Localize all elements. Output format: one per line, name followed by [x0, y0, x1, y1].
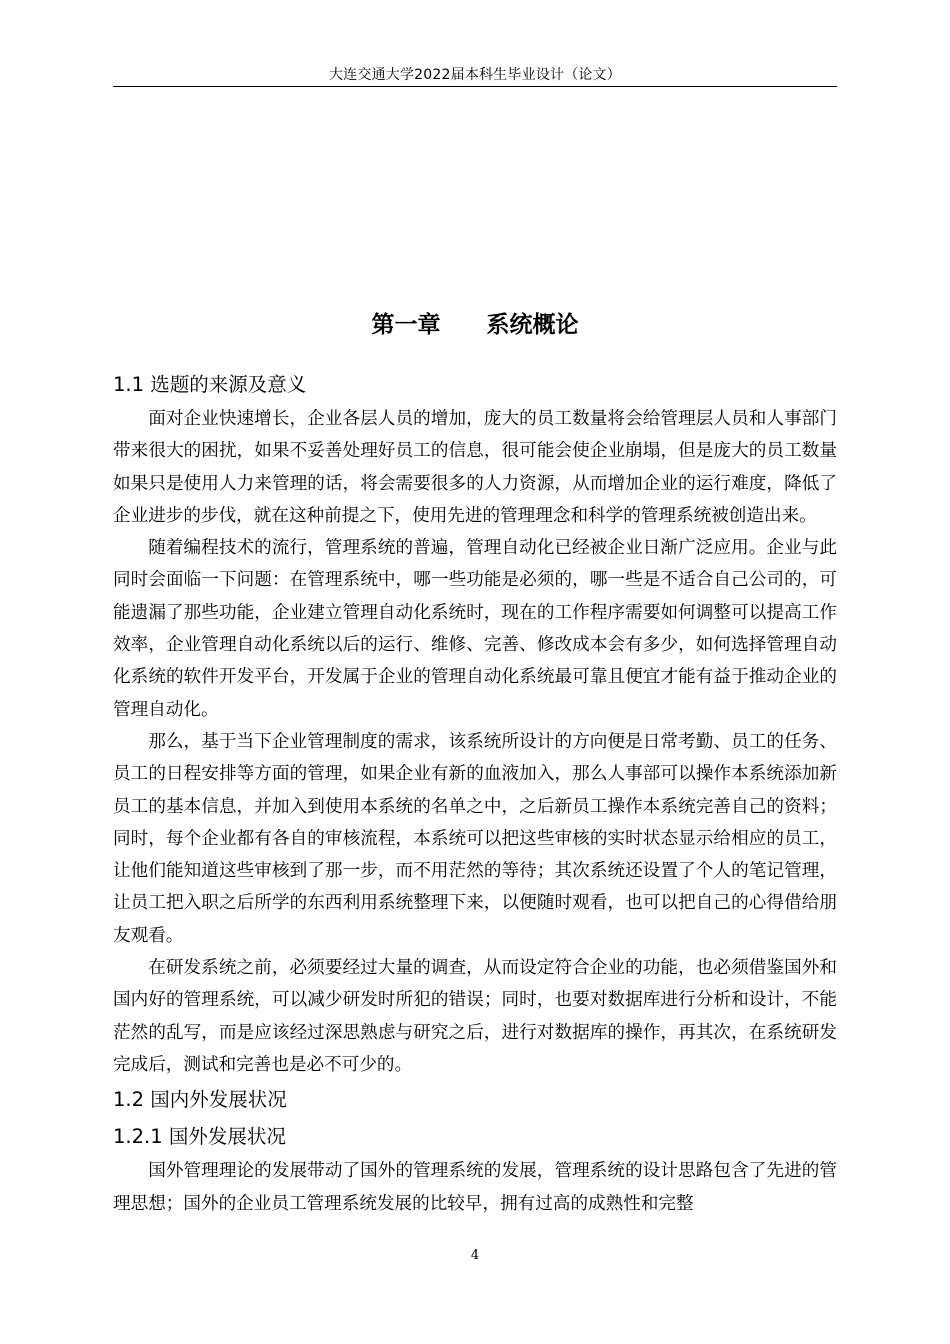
paragraph: 随着编程技术的流行，管理系统的普遍，管理自动化已经被企业日渐广泛应用。企业与此同时会面临一下问题：在管理系统中，哪一些功能是必须的，哪一些是不适合自己公司的，可能遗漏了那些功能，企业建立管理自动化系统时，现在的工作程序需要如何调整可以提高工作效率，企业管理自动化系统以后的运行、维修、完善、修改成本会有多少，如何选择管理自动化系统的软件开发平台，开发属于企业的管理自动化系统最可靠且便宜才能有益于推动企业的管理自动化。 — [113, 538, 837, 720]
page-header: 大连交通大学2022届本科生毕业设计（论文） — [328, 67, 622, 83]
chapter-title: 第一章 系统概论 — [371, 312, 579, 338]
paragraph: 那么，基于当下企业管理制度的需求，该系统所设计的方向便是日常考勤、员工的任务、员工的日程安排等方面的管理，如果企业有新的血液加入，那么人事部可以操作本系统添加新员工的基本信息，并加入到使用本系统的名单之中，之后新员工操作本系统完善自己的资料；同时，每个企业都有各自的审核流程，本系统可以把这些审核的实时状态显示给相应的员工，让他们能知道这些审核到了那一步，而不用茫然的等待；其次系统还设置了个人的笔记管理，让员工把入职之后所学的东西利用系统整理下来，以便随时观看，也可以把自己的心得借给朋友观看。 — [113, 731, 837, 946]
paragraph: 面对企业快速增长，企业各层人员的增加，庞大的员工数量将会给管理层人员和人事部门带来很大的困扰，如果不妥善处理好员工的信息，很可能会使企业崩塌，但是庞大的员工数量如果只是使用人力来管理的话，将会需要很多的人力资源，从而增加企业的运行难度，降低了企业进步的步伐，就在这种前提之下，使用先进的管理理念和科学的管理系统被创造出来。 — [113, 409, 837, 526]
header-divider — [113, 86, 837, 87]
section-heading-1-2: 1.2 国内外发展状况 — [113, 1088, 287, 1112]
document-body — [113, 366, 837, 1220]
paragraph: 国外管理理论的发展带动了国外的管理系统的发展，管理系统的设计思路包含了先进的管理思想；国外的企业员工管理系统发展的比较早，拥有过高的成熟性和完整 — [113, 1161, 837, 1214]
paragraph: 在研发系统之前，必须要经过大量的调查，从而设定符合企业的功能，也必须借鉴国外和国内好的管理系统，可以减少研发时所犯的错误；同时，也要对数据库进行分析和设计，不能茫然的乱写，而是应该经过深思熟虑与研究之后，进行对数据库的操作，再其次，在系统研发完成后，测试和完善也是必不可少的。 — [113, 958, 837, 1075]
section-heading-1-2-1: 1.2.1 国外发展状况 — [113, 1125, 286, 1149]
section-heading-1-1: 1.1 选题的来源及意义 — [113, 373, 307, 396]
page-number: 4 — [470, 1248, 480, 1263]
